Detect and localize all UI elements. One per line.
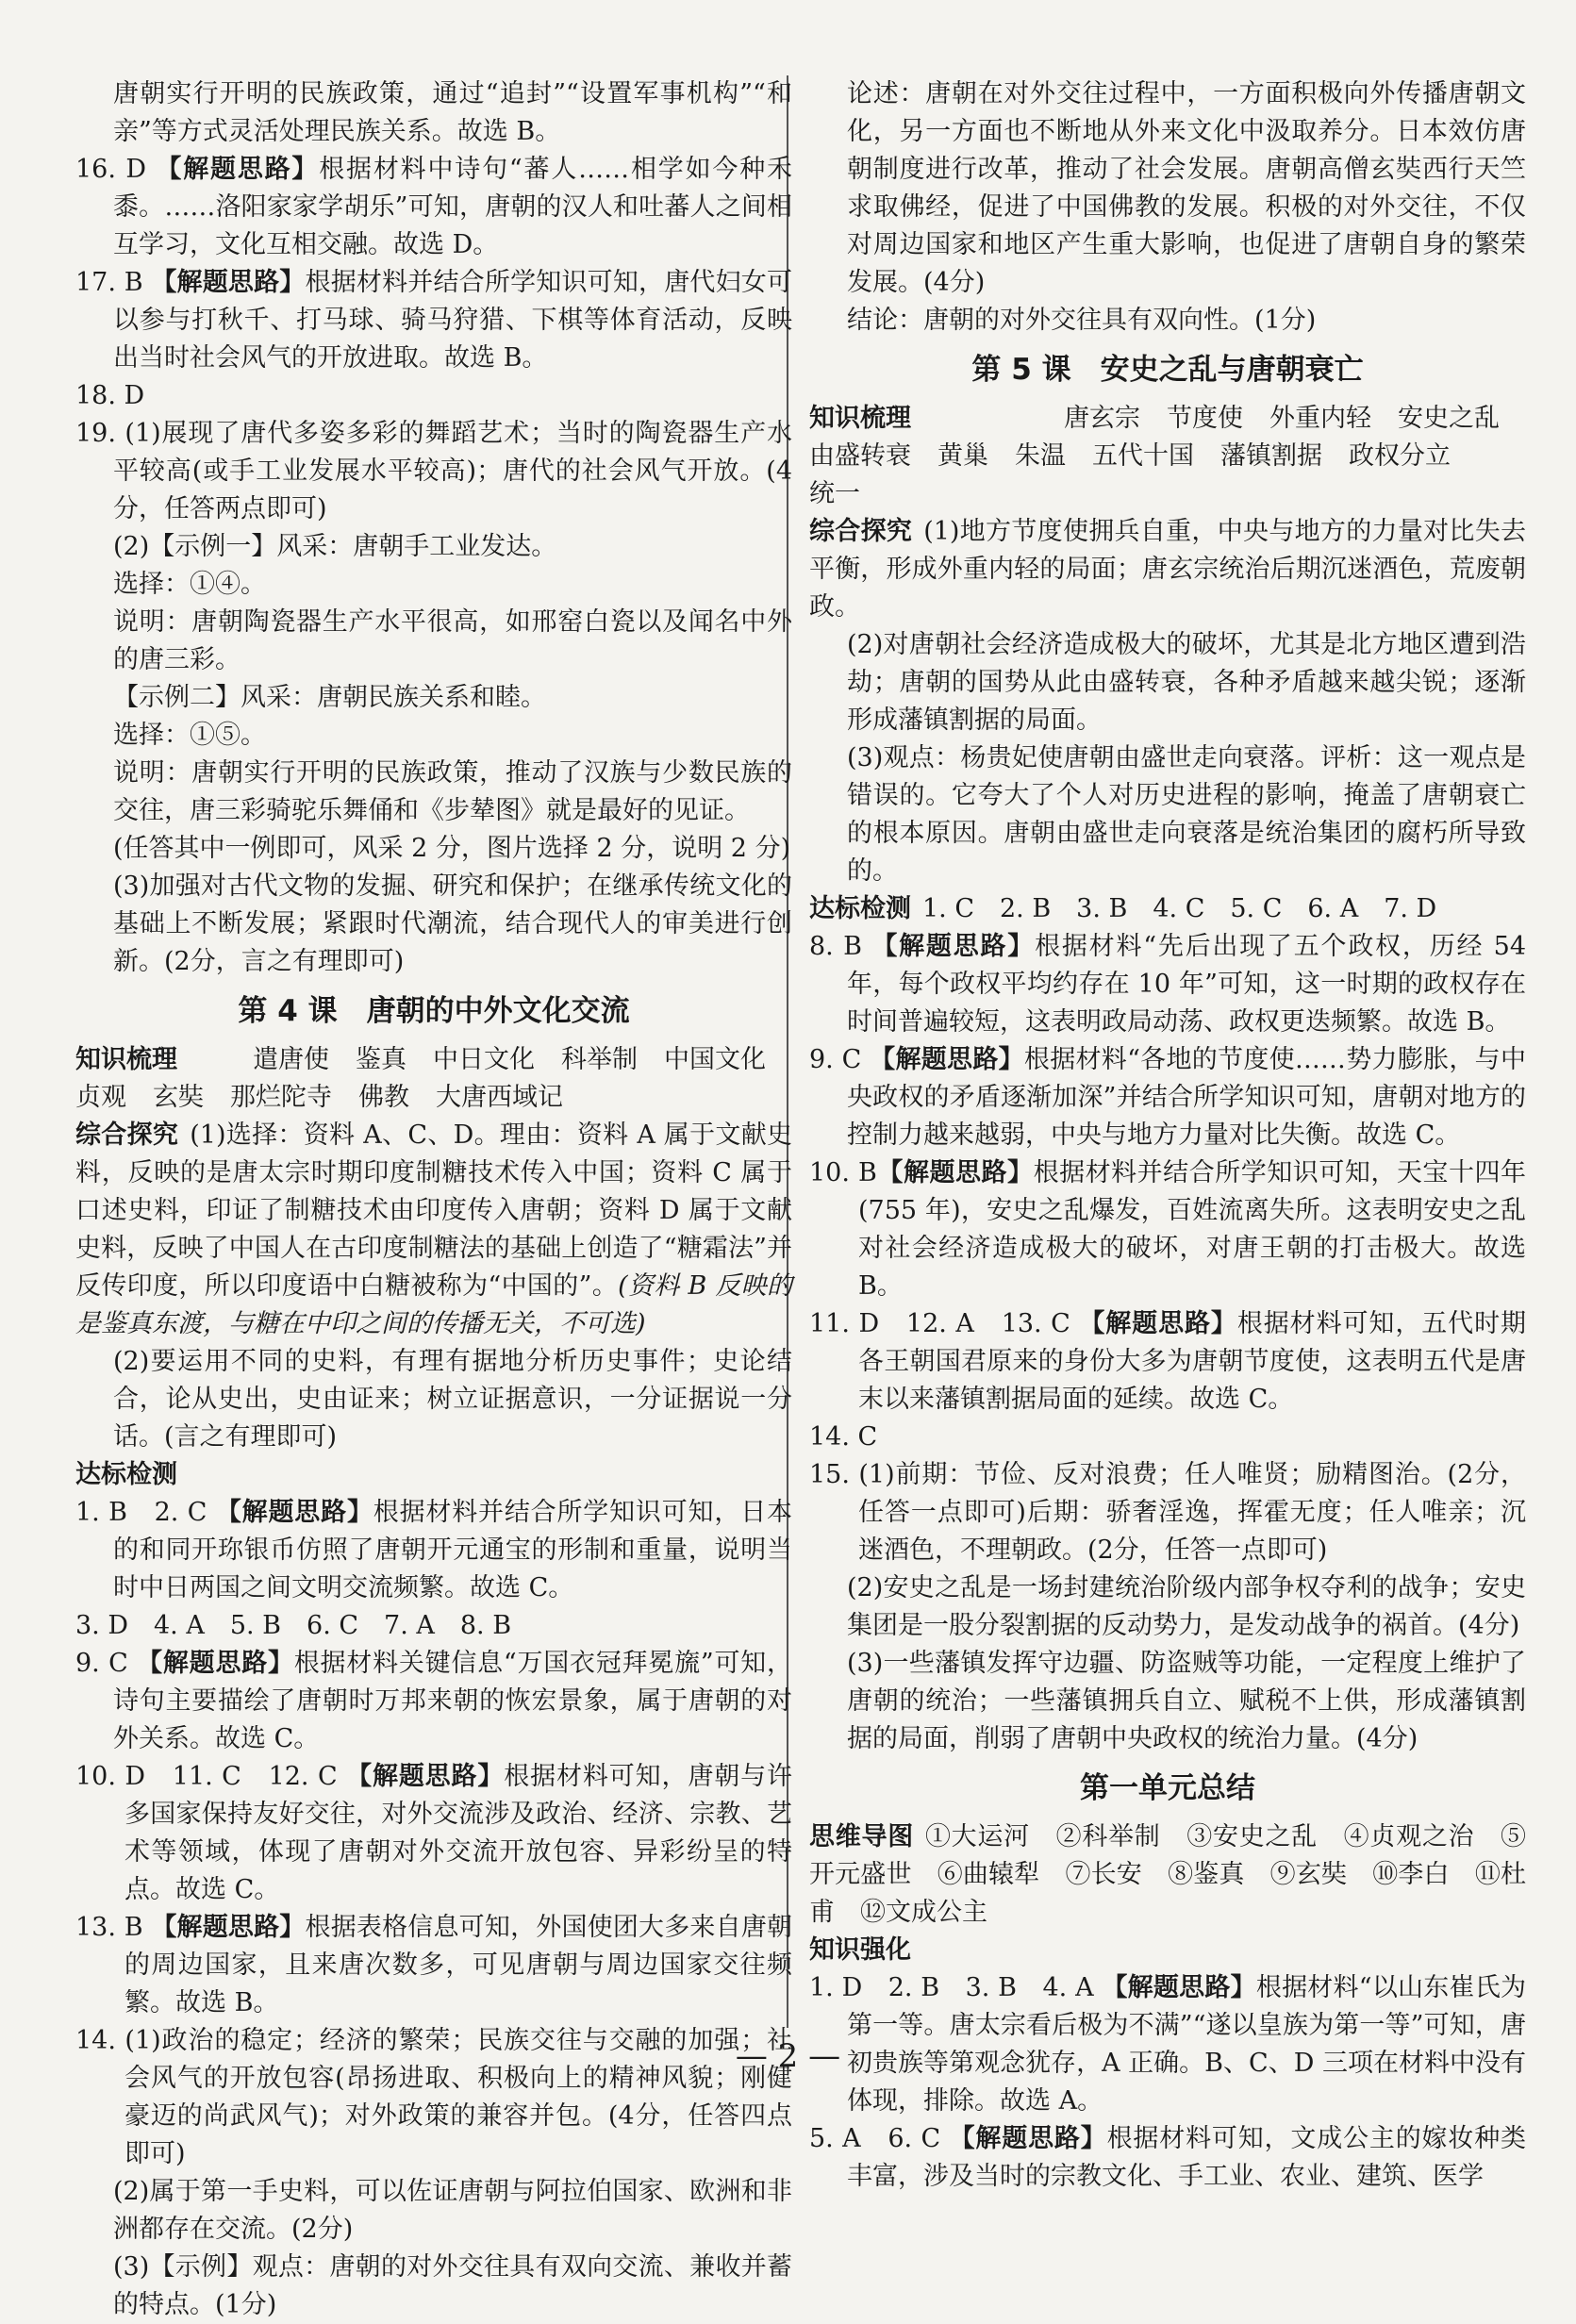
l5-answer-10: 10. B【解题思路】根据材料并结合所学知识可知，天宝十四年(755 年)，安史之乱爆发，百姓流离失所。这表明安史之乱对社会经济造成极大的破坏，对唐王朝的打击极大。故选 B。 xyxy=(809,1158,1526,1301)
l5-answer-15-1: 15. (1)前期：节俭、反对浪费；任人唯贤；励精图治。(2分，任答一点即可)后期：骄奢淫逸，挥霍无度；任人唯亲；沉迷酒色，不理朝政。(2分，任答一点即可) xyxy=(809,1460,1526,1565)
l4-answer-13: 13. B 【解题思路】根据表格信息可知，外国使团大多来自唐朝的周边国家，且来唐次数多，可见唐朝与周边国家交往频繁。故选 B。 xyxy=(75,1913,792,2017)
summary-answer-1: 1. D 2. B 3. B 4. A 【解题思路】根据材料“以山东崔氏为第一等。唐太宗看后极为不满”“遂以皇族为第一等”可知，唐初贵族等第观念犹存，A 正确。B、C、D 三项在材料中没有体现，排除。故选 A。 xyxy=(809,1973,1526,2116)
answer-17: 17. B 【解题思路】根据材料并结合所学知识可知，唐代妇女可以参与打秋千、打马球、骑马狩猎、下棋等体育活动，反映出当时社会风气的开放进取。故选 B。 xyxy=(75,268,792,373)
lesson-5-test: 达标检测 1. C 2. B 3. B 4. C 5. C 6. A 7. D xyxy=(809,894,1437,923)
lesson-5-explore-3: (3)观点：杨贵妃使唐朝由盛世走向衰落。评析：这一观点是错误的。它夸大了个人对历史进程的影响，掩盖了唐朝衰亡的根本原因。唐朝由盛世走向衰落是统治集团的腐朽所导致的。 xyxy=(847,743,1526,886)
l5-answer-15-2: (2)安史之乱是一场封建统治阶级内部争权夺利的战争；安史集团是一股分裂割据的反动势力，是发动战争的祸首。(4分) xyxy=(847,1573,1526,1640)
l5-answer-11: 11. D 12. A 13. C 【解题思路】根据材料可知，五代时期各王朝国君原来的身份大多为唐朝节度使，这表明五代是唐末以来藩镇割据局面的延续。故选 C。 xyxy=(809,1309,1527,1414)
conclusion-text: 结论：唐朝的对外交往具有双向性。(1分) xyxy=(847,306,1317,335)
summary-answer-5: 5. A 6. C 【解题思路】根据材料可知，文成公主的嫁妆种类丰富，涉及当时的宗教文化、手工业、农业、建筑、医学 xyxy=(809,2124,1527,2191)
mind-map: 思维导图 ①大运河 ②科举制 ③安史之乱 ④贞观之治 ⑤开元盛世 ⑥曲辕犁 ⑦长安 ⑧鉴真 ⑨玄奘 ⑩李白 ⑪杜甫 ⑫文成公主 xyxy=(809,1822,1527,1927)
l4-answer-14-1: 14. (1)政治的稳定；经济的繁荣；民族交往与交融的加强；社会风气的开放包容(昂扬进取、积极向上的精神风貌；刚健豪迈的尚武风气)；对外政策的兼容并包。(4分，任答四点即可) xyxy=(75,2026,792,2168)
l4-answer-10: 10. D 11. C 12. C 【解题思路】根据材料可知，唐朝与许多国家保持友好交往，对外交流涉及政治、经济、宗教、艺术等领域，体现了唐朝对外交流开放包容、异彩纷呈的特点。故选 C。 xyxy=(75,1762,792,1904)
l5-answer-15-3: (3)一些藩镇发挥守边疆、防盗贼等功能，一定程度上维护了唐朝的统治；一些藩镇拥兵自立、赋税不上供，形成藩镇割据的局面，削弱了唐朝中央政权的统治力量。(4分) xyxy=(847,1649,1526,1753)
lesson-5-explore-2: (2)对唐朝社会经济造成极大的破坏，尤其是北方地区遭到浩劫；唐朝的国势从此由盛转衰，各种矛盾越来越尖锐；逐渐形成藩镇割据的局面。 xyxy=(847,630,1526,735)
answer-19-9: (3)加强对古代文物的发掘、研究和保护；在继承传统文化的基础上不断发展；紧跟时代潮流，结合现代人的审美进行创新。(2分，言之有理即可) xyxy=(113,872,792,976)
lesson-4-title: 第 4 课 唐朝的中外文化交流 xyxy=(238,994,630,1028)
lesson-4-keywords: 知识梳理 遣唐使 鉴真 中日文化 科举制 中国文化贞观 玄奘 那烂陀寺 佛教 大唐西域记 xyxy=(75,1041,792,1117)
lesson-4-explore-2: (2)要运用不同的史料，有理有据地分析历史事件；史论结合，论从史出，史由证来；树立证据意识，一分证据说一分话。(言之有理即可) xyxy=(113,1347,792,1452)
l4-answer-14-3: (3)【示例】观点：唐朝的对外交往具有双向交流、兼收并蓄的特点。(1分) xyxy=(113,2252,792,2319)
answer-19-5: 【示例二】风采：唐朝民族关系和睦。 xyxy=(113,683,546,712)
page-number: — 2 — xyxy=(735,2037,841,2075)
lesson-5-keywords: 知识梳理 唐玄宗 节度使 外重内轻 安史之乱由盛转衰 黄巢 朱温 五代十国 藩镇割据 政权分立统一 xyxy=(809,404,1500,508)
right-column xyxy=(809,75,1526,2196)
l4-answer-1: 1. B 2. C 【解题思路】根据材料并结合所学知识可知，日本的和同开珎银币仿照了唐朝开元通宝的形制和重量，说明当时中日两国之间文明交流频繁。故选 C。 xyxy=(75,1498,793,1602)
answer-19-1: 19. (1)展现了唐代多姿多彩的舞蹈艺术；当时的陶瓷器生产水平较高(或手工业发展水平较高)；唐代的社会风气开放。(4分，任答两点即可) xyxy=(75,419,792,523)
l5-answer-8: 8. B 【解题思路】根据材料“先后出现了五个政权，历经 54 年，每个政权平均约存在 10 年”可知，这一时期的政权存在时间普遍较短，这表明政局动荡、政权更迭频繁。故选 B。 xyxy=(809,932,1527,1037)
l5-answer-9: 9. C 【解题思路】根据材料“各地的节度使……势力膨胀，与中央政权的矛盾逐渐加深”并结合所学知识可知，唐朝对地方的控制力越来越弱，中央与地方力量对比失衡。故选 C。 xyxy=(809,1045,1526,1150)
lesson-4-explore-1: 综合探究 (1)选择：资料 A、C、D。理由：资料 A 属于文献史料，反映的是唐太宗时期印度制糖技术传入中国；资料 C 属于口述史料，印证了制糖技术由印度传入唐朝；资料 D 属于文献史料，反映了中国人在古印度制糖法的基础上创造了“糖霜法”并反传印度，所以印度语中白糖被称为“中国的”。(资料 B 反映的是鉴真东渡，与糖在中印之间的传播无关，不可选) xyxy=(75,1120,793,1338)
answer-19-4: 说明：唐朝陶瓷器生产水平很高，如邢窑白瓷以及闻名中外的唐三彩。 xyxy=(113,607,792,674)
answer-19-7: 说明：唐朝实行开明的民族政策，推动了汉族与少数民族的交往，唐三彩骑驼乐舞俑和《步辇图》就是最好的见证。 xyxy=(113,758,792,825)
l4-answer-3: 3. D 4. A 5. B 6. C 7. A 8. B xyxy=(75,1611,512,1640)
knowledge-label: 知识梳理 xyxy=(75,1045,177,1074)
knowledge-reinforce-label: 知识强化 xyxy=(809,1935,911,1965)
l4-answer-14-2: (2)属于第一手史料，可以佐证唐朝与阿拉伯国家、欧洲和非洲都存在交流。(2分) xyxy=(113,2177,792,2244)
answer-19-6: 选择：①⑤。 xyxy=(113,721,266,750)
answer-19-3: 选择：①④。 xyxy=(113,570,266,599)
lesson-5-explore-1: 综合探究 (1)地方节度使拥兵自重，中央与地方的力量对比失去平衡，形成外重内轻的局面；唐玄宗统治后期沉迷酒色，荒废朝政。 xyxy=(809,517,1527,622)
discussion-text: 论述：唐朝在对外交往过程中，一方面积极向外传播唐朝文化，另一方面也不断地从外来文化中汲取养分。日本效仿唐朝制度进行改革，推动了社会发展。唐朝高僧玄奘西行天竺求取佛经，促进了中国佛教的发展。积极的对外交往，不仅对周边国家和地区产生重大影响，也促进了唐朝自身的繁荣发展。(4分) xyxy=(847,79,1526,297)
unit-summary-title: 第一单元总结 xyxy=(1080,1771,1255,1805)
left-column xyxy=(75,75,792,2324)
lesson-5-title: 第 5 课 安史之乱与唐朝衰亡 xyxy=(971,353,1364,387)
answer-19-8: (任答其中一例即可，风采 2 分，图片选择 2 分，说明 2 分) xyxy=(113,834,791,863)
answer-16: 16. D 【解题思路】根据材料中诗句“蕃人……相学如今种禾黍。……洛阳家家学胡乐”可知，唐朝的汉人和吐蕃人之间相互学习，文化互相交融。故选 D。 xyxy=(75,155,793,259)
l5-answer-14: 14. C xyxy=(809,1422,878,1452)
intro-text: 唐朝实行开明的民族政策，通过“追封”“设置军事机构”“和亲”等方式灵活处理民族关系。故选 B。 xyxy=(113,79,792,146)
answer-18: 18. D xyxy=(75,381,145,410)
lesson-4-test-label: 达标检测 xyxy=(75,1460,177,1489)
answer-19-2: (2)【示例一】风采：唐朝手工业发达。 xyxy=(113,532,557,561)
l4-answer-9: 9. C 【解题思路】根据材料关键信息“万国衣冠拜冕旒”可知，诗句主要描绘了唐朝时万邦来朝的恢宏景象，属于唐朝的对外关系。故选 C。 xyxy=(75,1649,792,1753)
